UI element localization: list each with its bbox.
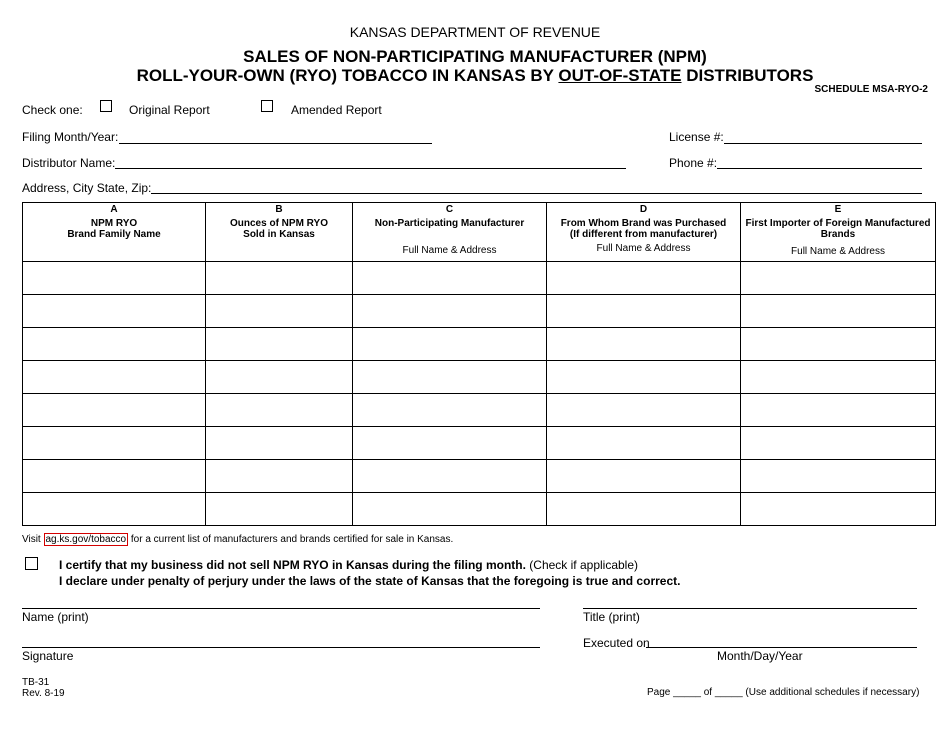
notice-pre: Visit <box>22 534 44 545</box>
table-cell-d[interactable] <box>547 328 741 361</box>
filing-month-label: Filing Month/Year: <box>22 130 119 144</box>
table-cell-b[interactable] <box>206 493 353 526</box>
table-cell-b[interactable] <box>206 394 353 427</box>
title-print-label: Title (print) <box>583 610 640 624</box>
address-field[interactable] <box>151 193 922 194</box>
check-one-label: Check one: <box>22 103 83 117</box>
executed-on-label: Executed on <box>583 636 650 650</box>
address-label: Address, City State, Zip: <box>22 181 152 195</box>
table-cell-c[interactable] <box>353 361 547 394</box>
name-print-line[interactable] <box>22 608 540 609</box>
col-letter: C <box>445 204 454 215</box>
distributor-name-label: Distributor Name: <box>22 156 116 170</box>
name-print-label: Name (print) <box>22 610 89 624</box>
col-heading <box>206 218 352 240</box>
table-cell-d[interactable] <box>547 262 741 295</box>
table-header-row <box>23 203 936 262</box>
col-sub: Full Name & Address <box>791 246 885 257</box>
col-heading: Non-Participating Manufacturer <box>374 218 525 229</box>
col-heading-part: (If different from manufacturer) <box>569 229 718 240</box>
table-row <box>23 361 936 394</box>
table-cell-d[interactable] <box>547 394 741 427</box>
table-cell-c[interactable] <box>353 460 547 493</box>
table-row <box>23 262 936 295</box>
table-cell-b[interactable] <box>206 361 353 394</box>
title-line2-pre: ROLL-YOUR-OWN (RYO) TOBACCO IN KANSAS BY <box>136 66 559 85</box>
table-cell-b[interactable] <box>206 262 353 295</box>
original-report-label: Original Report <box>129 103 210 117</box>
col-heading-part: First Importer of Foreign Manufactured <box>745 218 931 229</box>
table-cell-a[interactable] <box>23 394 206 427</box>
table-cell-e[interactable] <box>741 493 936 526</box>
amended-report-checkbox[interactable] <box>261 100 273 112</box>
perjury-declaration: I declare under penalty of perjury under the laws of the state of Kansas that the foregoing is true and correct. <box>59 574 681 588</box>
col-heading <box>23 218 205 240</box>
col-heading-part: Ounces of NPM RYO <box>230 218 328 229</box>
table-cell-b[interactable] <box>206 295 353 328</box>
col-heading-part: From Whom Brand was Purchased <box>560 218 727 229</box>
no-sales-certify-checkbox[interactable] <box>25 557 38 570</box>
col-heading <box>741 218 935 240</box>
table-cell-c[interactable] <box>353 295 547 328</box>
table-row <box>23 394 936 427</box>
table-cell-e[interactable] <box>741 427 936 460</box>
original-report-checkbox[interactable] <box>100 100 112 112</box>
table-row <box>23 328 936 361</box>
signature-label: Signature <box>22 649 74 663</box>
agency-name: KANSAS DEPARTMENT OF REVENUE <box>349 24 601 40</box>
table-cell-d[interactable] <box>547 493 741 526</box>
table-row <box>23 295 936 328</box>
col-letter: A <box>110 204 118 215</box>
date-format-label: Month/Day/Year <box>717 649 803 663</box>
table-cell-c[interactable] <box>353 328 547 361</box>
table-cell-e[interactable] <box>741 394 936 427</box>
certification-note: (Check if applicable) <box>525 558 639 572</box>
col-a-header <box>23 203 206 262</box>
col-letter: B <box>275 204 283 215</box>
col-sub: Full Name & Address <box>596 243 691 254</box>
col-heading <box>547 218 740 240</box>
col-heading-part: Brand Family Name <box>67 229 161 240</box>
table-cell-d[interactable] <box>547 295 741 328</box>
col-sub: Full Name & Address <box>402 245 497 256</box>
table-cell-a[interactable] <box>23 262 206 295</box>
table-cell-a[interactable] <box>23 493 206 526</box>
distributor-name-field[interactable] <box>115 168 626 169</box>
table-cell-d[interactable] <box>547 361 741 394</box>
filing-month-field[interactable] <box>119 143 432 144</box>
table-cell-a[interactable] <box>23 427 206 460</box>
title-print-line[interactable] <box>583 608 917 609</box>
license-field[interactable] <box>724 143 922 144</box>
brand-sales-table <box>22 202 936 526</box>
col-letter: D <box>639 204 648 215</box>
tobacco-link[interactable]: ag.ks.gov/tobacco <box>45 534 127 545</box>
table-cell-a[interactable] <box>23 295 206 328</box>
col-b-header <box>206 203 353 262</box>
table-cell-d[interactable] <box>547 427 741 460</box>
executed-on-date-line[interactable] <box>646 647 917 648</box>
table-cell-e[interactable] <box>741 328 936 361</box>
form-title-line1: SALES OF NON-PARTICIPATING MANUFACTURER (NPM) <box>243 47 707 66</box>
table-cell-c[interactable] <box>353 493 547 526</box>
col-heading-part: Sold in Kansas <box>243 229 315 240</box>
form-revision: Rev. 8-19 <box>22 688 65 699</box>
table-cell-a[interactable] <box>23 328 206 361</box>
table-cell-c[interactable] <box>353 427 547 460</box>
table-cell-c[interactable] <box>353 394 547 427</box>
table-cell-c[interactable] <box>353 262 547 295</box>
table-cell-b[interactable] <box>206 427 353 460</box>
table-cell-b[interactable] <box>206 460 353 493</box>
col-d-header <box>547 203 741 262</box>
table-cell-b[interactable] <box>206 328 353 361</box>
table-cell-e[interactable] <box>741 361 936 394</box>
col-heading-part: NPM RYO <box>90 218 138 229</box>
amended-report-label: Amended Report <box>291 103 382 117</box>
form-id: TB-31 <box>22 677 50 688</box>
col-e-header <box>741 203 936 262</box>
schedule-id: SCHEDULE MSA-RYO-2 <box>814 84 928 95</box>
title-line2-underlined: OUT-OF-STATE <box>558 66 682 85</box>
col-c-header <box>353 203 547 262</box>
license-label: License #: <box>669 130 724 144</box>
table-body <box>23 262 936 526</box>
col-letter: E <box>834 204 842 215</box>
table-row <box>23 493 936 526</box>
notice-post: for a current list of manufacturers and brands certified for sale in Kansas. <box>128 534 454 545</box>
table-row <box>23 427 936 460</box>
table-cell-e[interactable] <box>741 295 936 328</box>
phone-label: Phone #: <box>669 156 718 170</box>
page-counter: Page _____ of _____ (Use additional schedules if necessary) <box>647 687 920 698</box>
table-row <box>23 460 936 493</box>
phone-field[interactable] <box>717 168 922 169</box>
signature-line[interactable] <box>22 647 540 648</box>
certification-statement <box>59 558 638 572</box>
table-cell-a[interactable] <box>23 361 206 394</box>
form-title-line2 <box>0 66 950 86</box>
table-cell-a[interactable] <box>23 460 206 493</box>
certification-bold: I certify that my business did not sell NPM RYO in Kansas during the filing month. <box>59 558 526 572</box>
table-cell-d[interactable] <box>547 460 741 493</box>
table-cell-e[interactable] <box>741 460 936 493</box>
certified-list-notice <box>22 534 453 545</box>
col-heading-part: Brands <box>820 229 856 240</box>
table-cell-e[interactable] <box>741 262 936 295</box>
title-line2-post: DISTRIBUTORS <box>681 66 814 85</box>
